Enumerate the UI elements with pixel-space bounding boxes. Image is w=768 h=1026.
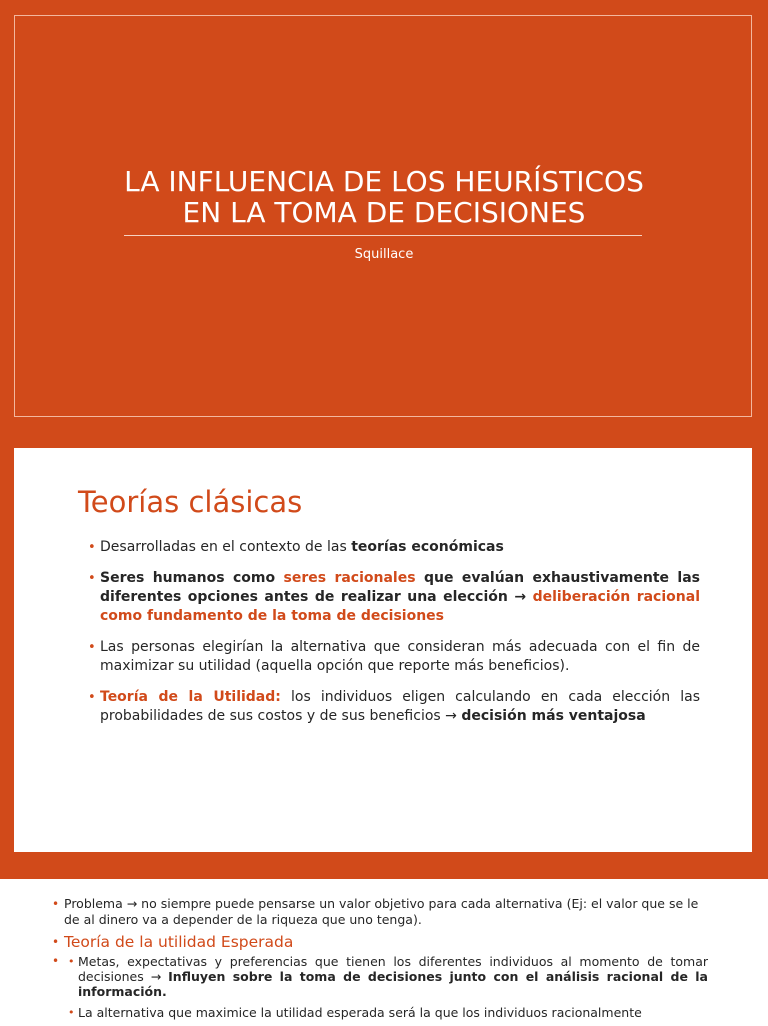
bullet-bold-text: Seres humanos como (100, 570, 284, 586)
bullet-bold-text: que evalúan exhaustivamente las diferentes opciones antes de realizar una elección → (100, 570, 700, 605)
bullet-bold-text: teorías económicas (351, 539, 504, 555)
bullet-highlight-text: seres racionales (283, 570, 416, 586)
bullet-item (64, 896, 708, 928)
bullet-item (100, 638, 700, 676)
bullet-bold-text: decisión más ventajosa (461, 708, 646, 724)
bullet-item (100, 538, 700, 557)
bullet-text: Problema → no siempre puede pensarse un valor objetivo para cada alternativa (Ej: el valor que se le de al dinero va a depender de la riqueza que uno tenga). (64, 896, 699, 927)
bullet-item (100, 569, 700, 626)
bullet-item (100, 688, 700, 726)
sub-bullet-list (64, 954, 708, 1020)
bullet-text: Metas, expectativas y preferencias que tienen los diferentes individuos al momento de tomar decisiones → (78, 954, 708, 984)
bullet-highlight-text: deliberación racional como fundamento de la toma de decisiones (100, 589, 700, 624)
slide-3-top-border (0, 867, 768, 879)
slide-title-line-1: LA INFLUENCIA DE LOS HEURÍSTICOS (124, 165, 644, 198)
sub-bullet-item (78, 954, 708, 999)
sub-list-container (64, 954, 708, 1020)
slide-subtitle: Squillace (354, 247, 414, 262)
sub-bullet-item (78, 1005, 708, 1020)
title-divider (124, 235, 642, 236)
slide-title (0, 166, 768, 228)
bullet-highlight-text: Teoría de la Utilidad: (100, 689, 281, 705)
bullet-text: Las personas elegirían la alternativa que consideran más adecuada con el fin de maximizar su utilidad (aquella opción que reporte más beneficios). (100, 639, 700, 674)
slide-3-bullet-list (64, 896, 708, 1026)
bullet-text: los individuos eligen calculando en cada elección las probabilidades de sus costos y de sus beneficios → (100, 689, 700, 724)
bullet-text: La alternativa que maximice la utilidad esperada será la que los individuos racionalmente (78, 1005, 642, 1020)
bullet-bold-text: Influyen sobre la toma de decisiones junto con el análisis racional de la información. (78, 969, 708, 999)
bullet-text: Desarrolladas en el contexto de las (100, 539, 352, 555)
slide-2-heading: Teorías clásicas (78, 485, 303, 519)
bullet-item (64, 933, 708, 952)
slide-2-bullet-list (100, 538, 700, 738)
slide-title-line-2: EN LA TOMA DE DECISIONES (182, 196, 586, 229)
slide-3-subheading: Teoría de la utilidad Esperada (64, 933, 294, 951)
